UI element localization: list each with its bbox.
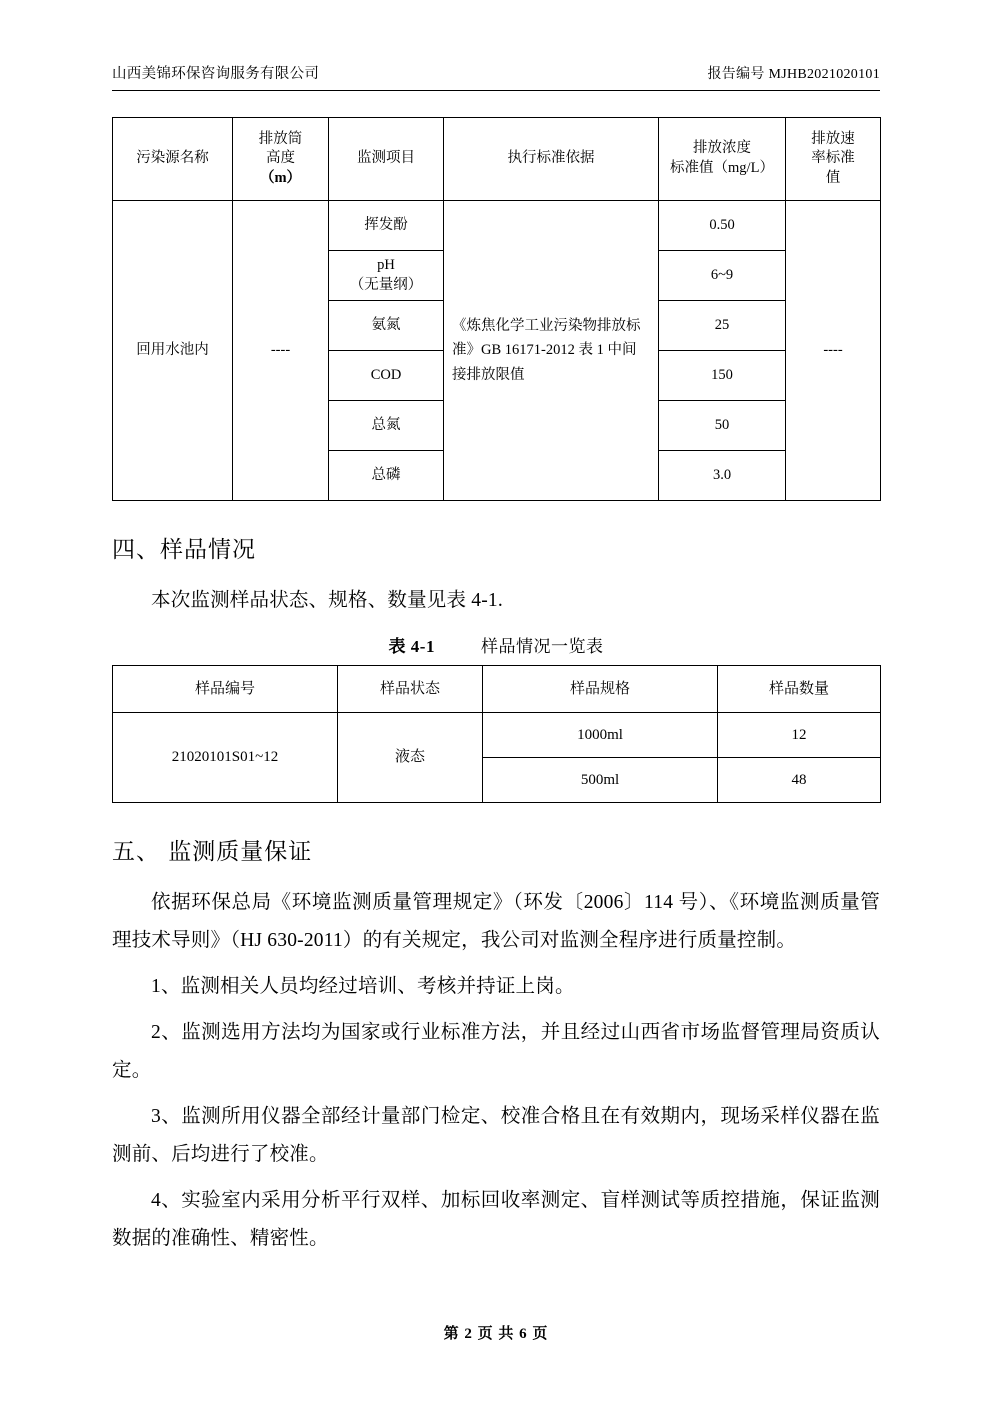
- cell-sample-no: 21020101S01~12: [113, 713, 338, 803]
- page-footer: [0, 1322, 992, 1343]
- th-sample-spec: 样品规格: [483, 666, 718, 713]
- sample-table-caption: [112, 632, 880, 657]
- footer-prefix: 第: [443, 1326, 460, 1342]
- header-report-number: 报告编号 MJHB2021020101: [707, 67, 880, 82]
- cell-sample-spec: 1000ml: [483, 713, 718, 758]
- footer-page-number: 2: [464, 1326, 473, 1342]
- th-sample-no: 样品编号: [113, 666, 338, 713]
- cell-rate-value: ----: [786, 201, 881, 501]
- cell-item: [329, 251, 444, 301]
- cell-value: 150: [659, 351, 786, 401]
- cell-item-l1: pH: [377, 256, 395, 273]
- cell-standard-basis: 《炼焦化学工业污染物排放标准》GB 16171-2012 表 1 中间接排放限值: [444, 201, 659, 501]
- cell-source-name: 回用水池内: [113, 201, 233, 501]
- cell-value: 6~9: [659, 251, 786, 301]
- header-divider: [112, 90, 880, 91]
- cell-value: 3.0: [659, 451, 786, 501]
- section-4-intro: 本次监测样品状态、规格、数量见表 4-1.: [151, 590, 503, 611]
- section-4-title: 四、样品情况: [112, 537, 256, 563]
- footer-suffix: 页: [532, 1326, 549, 1342]
- table-header-row: [113, 118, 881, 201]
- cell-sample-qty: 48: [718, 758, 881, 803]
- th-item: 监测项目: [329, 118, 444, 201]
- sample-table-wrap: [112, 665, 880, 803]
- th-source: 污染源名称: [113, 118, 233, 201]
- th-stack-height-l1: 排放筒: [258, 130, 303, 147]
- footer-middle: 页 共: [477, 1326, 515, 1342]
- th-rate-l3: 值: [825, 169, 841, 186]
- caption-label: 表 4-1: [388, 637, 435, 657]
- th-stack-height-l3: （m）: [259, 169, 302, 186]
- cell-item-l2: （无量纲）: [349, 276, 423, 293]
- cell-value: 50: [659, 401, 786, 451]
- table-header-row: [113, 666, 881, 713]
- th-rate: [786, 118, 881, 201]
- section-5-paragraph-3: 2、监测选用方法均为国家或行业标准方法，并且经过山西省市场监督管理局资质认定。: [112, 1022, 880, 1082]
- cell-sample-state: 液态: [338, 713, 483, 803]
- section-5-paragraph-1: 依据环保总局《环境监测质量管理规定》（环发〔2006〕114 号）、《环境监测质量管理技术导则》（HJ 630-2011）的有关规定，我公司对监测全程序进行质量控制。: [112, 892, 880, 952]
- cell-value: 0.50: [659, 201, 786, 251]
- th-concentration-l1: 排放浓度: [693, 140, 751, 157]
- cell-stack-height: ----: [233, 201, 329, 501]
- th-sample-state: 样品状态: [338, 666, 483, 713]
- header-company: 山西美锦环保咨询服务有限公司: [112, 66, 320, 82]
- cell-value: 25: [659, 301, 786, 351]
- cell-item: 挥发酚: [329, 201, 444, 251]
- section-5-paragraph-4: 3、监测所用仪器全部经计量部门检定、校准合格且在有效期内，现场采样仪器在监测前、后均进行了校准。: [112, 1106, 880, 1166]
- cell-item: 氨氮: [329, 301, 444, 351]
- footer-total-pages: 6: [519, 1326, 528, 1342]
- th-stack-height: [233, 118, 329, 201]
- cell-item: COD: [329, 351, 444, 401]
- th-rate-l1: 排放速: [811, 130, 855, 147]
- page-header: [112, 0, 880, 83]
- th-basis: 执行标准依据: [444, 118, 659, 201]
- cell-sample-qty: 12: [718, 713, 881, 758]
- cell-item: 总磷: [329, 451, 444, 501]
- th-concentration: [659, 118, 786, 201]
- table-row: [113, 713, 881, 758]
- table-row: [113, 201, 881, 251]
- th-rate-l2: 率标准: [811, 150, 855, 167]
- section-5-paragraph-5: 4、实验室内采用分析平行双样、加标回收率测定、盲样测试等质控措施，保证监测数据的准确性、精密性。: [112, 1190, 880, 1250]
- cell-item: 总氮: [329, 401, 444, 451]
- th-stack-height-l2: 高度: [266, 150, 295, 167]
- standards-table: [112, 117, 881, 501]
- standards-table-wrap: [112, 117, 880, 501]
- caption-text: 样品情况一览表: [480, 637, 604, 657]
- section-5-paragraph-2: 1、监测相关人员均经过培训、考核并持证上岗。: [151, 976, 575, 998]
- sample-table: [112, 665, 881, 803]
- th-sample-qty: 样品数量: [718, 666, 881, 713]
- th-concentration-l2: 标准值（mg/L）: [670, 160, 774, 176]
- cell-sample-spec: 500ml: [483, 758, 718, 803]
- section-5-title: 五、 监测质量保证: [112, 839, 313, 866]
